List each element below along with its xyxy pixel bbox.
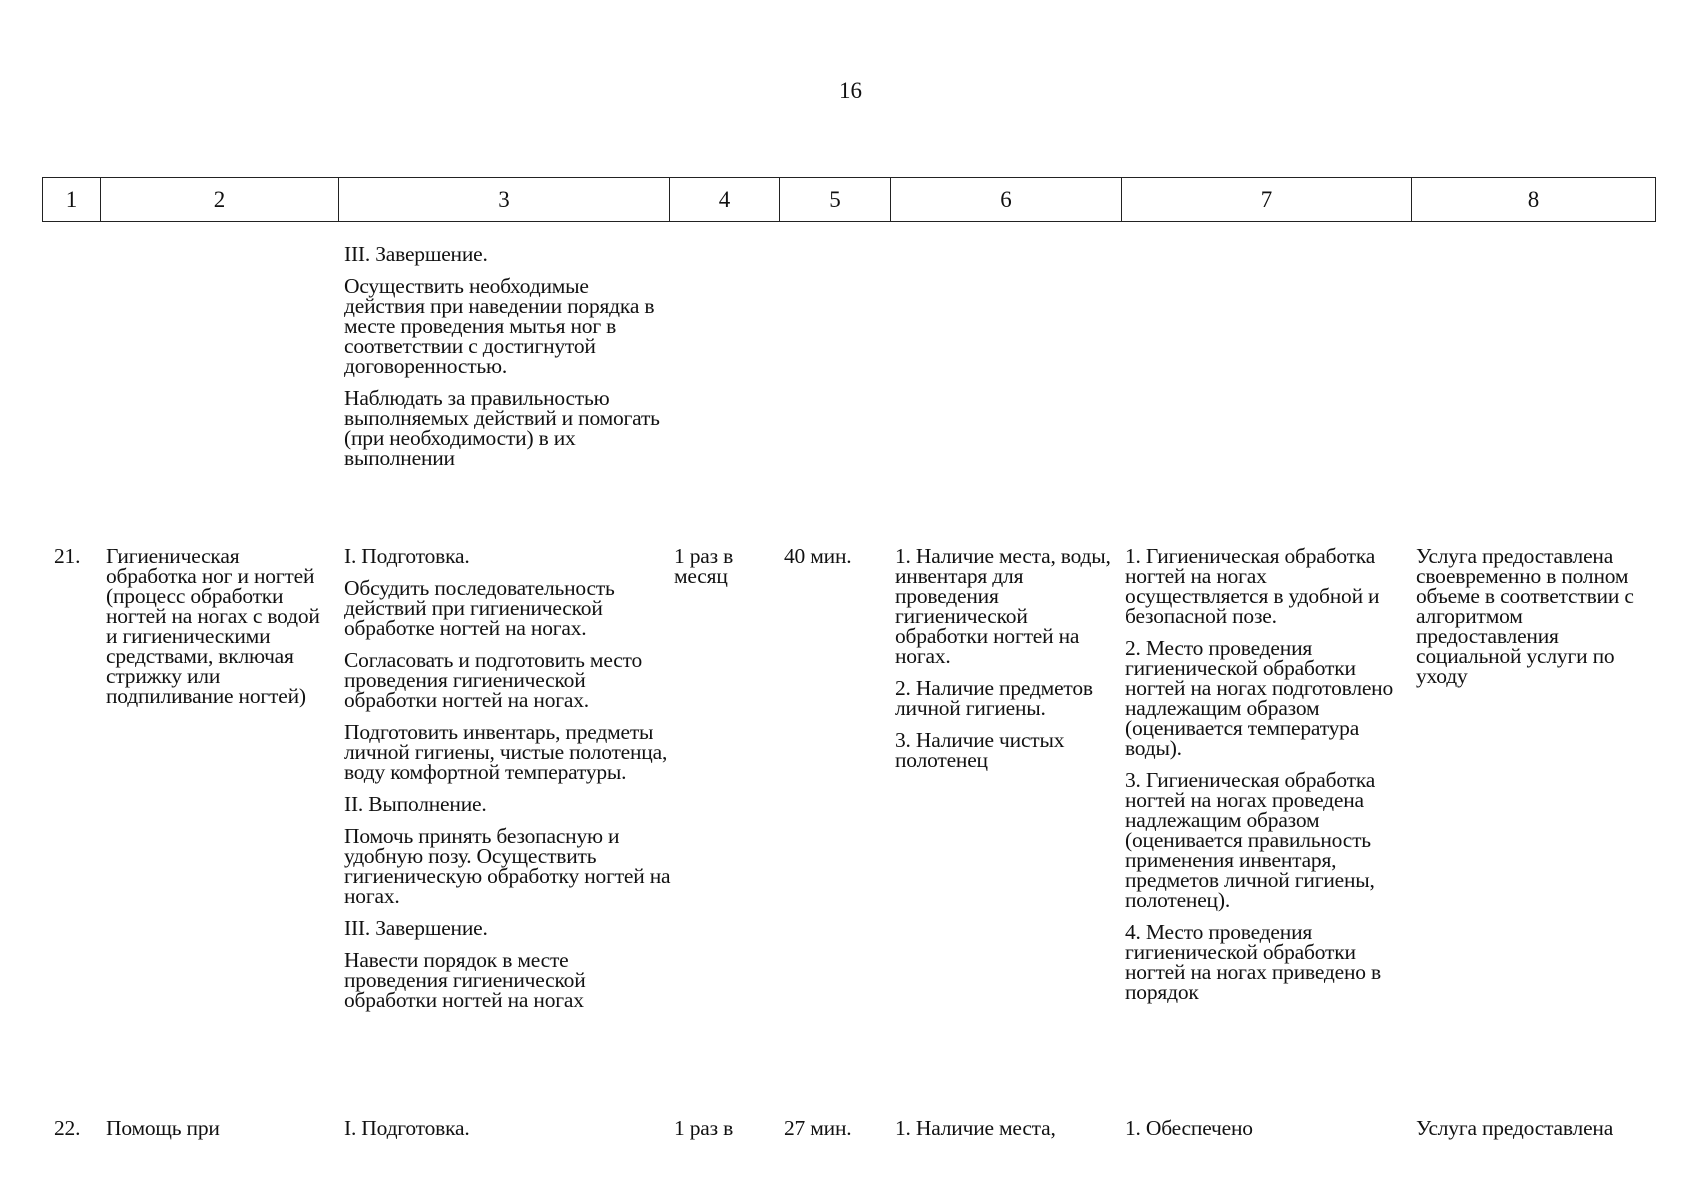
procedure-step: Помочь принять безопасную и удобную позу. Осуществить гигиеническую обработку ногтей на ногах. bbox=[344, 824, 671, 908]
row-22-procedure: I. Подготовка. bbox=[344, 1116, 470, 1140]
procedure-step: Навести порядок в месте проведения гигиенической обработки ногтей на ногах bbox=[344, 948, 586, 1012]
procedure-step: II. Выполнение. bbox=[344, 792, 487, 816]
procedure-step: Согласовать и подготовить место проведения гигиенической обработки ногтей на ногах. bbox=[344, 648, 643, 712]
row-22-number: 22. bbox=[54, 1116, 81, 1140]
row-22-time: 27 мин. bbox=[784, 1116, 852, 1140]
row-21-service-name: Гигиеническая обработка ног и ногтей (процесс обработки ногтей на ногах с водой и гигиеническими средствами, включая стрижку или подпиливание ногтей) bbox=[106, 544, 320, 708]
row-21-conditions bbox=[895, 546, 1115, 770]
continuation-procedure bbox=[344, 244, 674, 468]
condition-item: 2. Наличие предметов личной гигиены. bbox=[895, 676, 1093, 720]
result-item: 2. Место проведения гигиенической обработки ногтей на ногах подготовлено надлежащим образом (оценивается температура воды). bbox=[1125, 636, 1394, 760]
row-22-condition: 1. Наличие места, bbox=[895, 1116, 1056, 1140]
procedure-step: I. Подготовка. bbox=[344, 544, 470, 568]
procedure-step: Подготовить инвентарь, предметы личной гигиены, чистые полотенца, воду комфортной температуры. bbox=[344, 720, 668, 784]
row-21-procedure bbox=[344, 546, 674, 1010]
row-22-evaluation: Услуга предоставлена bbox=[1416, 1116, 1614, 1140]
result-item: 3. Гигиеническая обработка ногтей на ногах проведена надлежащим образом (оценивается правильность применения инвентаря, предметов личной гигиены, полотенец). bbox=[1125, 768, 1376, 912]
column-header-1: 1 bbox=[43, 178, 101, 222]
row-21-number: 21. bbox=[54, 544, 81, 568]
column-header-4: 4 bbox=[670, 178, 780, 222]
condition-item: 3. Наличие чистых полотенец bbox=[895, 728, 1065, 772]
procedure-step: Наблюдать за правильностью выполняемых действий и помогать (при необходимости) в их выполнении bbox=[344, 386, 660, 470]
result-item: 1. Гигиеническая обработка ногтей на ногах осуществляется в удобной и безопасной позе. bbox=[1125, 544, 1380, 628]
page-number: 16 bbox=[839, 78, 862, 103]
column-header-8: 8 bbox=[1412, 178, 1656, 222]
condition-item: 1. Наличие места, воды, инвентаря для проведения гигиенической обработки ногтей на ногах. bbox=[895, 544, 1111, 668]
row-21-frequency: 1 раз в месяц bbox=[674, 544, 734, 588]
column-header-6: 6 bbox=[891, 178, 1122, 222]
column-header-3: 3 bbox=[339, 178, 670, 222]
row-22-result: 1. Обеспечено bbox=[1125, 1116, 1253, 1140]
row-22-frequency: 1 раз в bbox=[674, 1116, 734, 1140]
procedure-step: Обсудить последовательность действий при гигиенической обработке ногтей на ногах. bbox=[344, 576, 615, 640]
row-21-time: 40 мин. bbox=[784, 544, 852, 568]
procedure-step: Осуществить необходимые действия при наведении порядка в месте проведения мытья ног в соответствии с достигнутой договоренностью. bbox=[344, 274, 655, 378]
row-21-results bbox=[1125, 546, 1410, 1002]
row-22-service-name: Помощь при bbox=[106, 1116, 220, 1140]
column-header-row bbox=[42, 177, 1656, 222]
row-21-evaluation: Услуга предоставлена своевременно в полном объеме в соответствии с алгоритмом предоставления социальной услуги по уходу bbox=[1416, 544, 1634, 688]
procedure-step: III. Завершение. bbox=[344, 242, 488, 266]
procedure-step: III. Завершение. bbox=[344, 916, 488, 940]
column-header-5: 5 bbox=[780, 178, 891, 222]
column-header-7: 7 bbox=[1122, 178, 1412, 222]
column-header-2: 2 bbox=[101, 178, 339, 222]
result-item: 4. Место проведения гигиенической обработки ногтей на ногах приведено в порядок bbox=[1125, 920, 1381, 1004]
